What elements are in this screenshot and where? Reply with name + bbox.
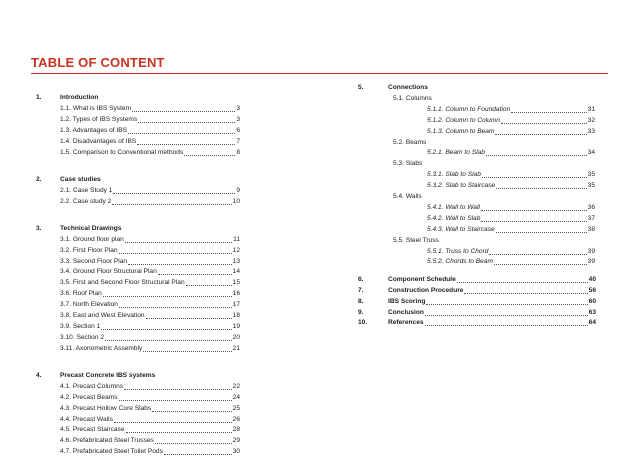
toc-entry-page: 7 — [236, 137, 240, 145]
toc-entry-label: 2.2. Case study 2 — [60, 197, 112, 205]
toc-entry[interactable] — [427, 147, 595, 158]
toc-section-entry[interactable] — [358, 317, 596, 328]
toc-subgroup-text: 5.3. Slabs — [393, 160, 423, 168]
toc-entry[interactable] — [60, 321, 240, 332]
toc-entry[interactable] — [60, 446, 240, 457]
toc-entry-page: 24 — [232, 393, 240, 401]
dot-leader — [158, 274, 232, 275]
toc-entry-label: 4.1. Precast Columns — [60, 382, 124, 390]
toc-subgroup-label[interactable] — [393, 191, 422, 202]
toc-entry-label: 4.6. Prefabricated Steel Trusses — [60, 437, 154, 445]
section-title: Connections — [388, 84, 428, 91]
dot-leader — [128, 133, 235, 134]
section-number: 6. — [358, 275, 364, 283]
toc-entry-label: 3.2. First Floor Plan — [60, 246, 118, 254]
dot-leader — [155, 443, 232, 444]
toc-entry-page: 40 — [588, 275, 596, 283]
toc-entry-page: 14 — [232, 268, 240, 276]
toc-entry[interactable] — [388, 274, 596, 285]
toc-entry[interactable] — [60, 381, 240, 392]
toc-entry-page: 34 — [587, 149, 595, 157]
toc-entry-page: 13 — [232, 257, 240, 265]
dot-leader — [113, 193, 235, 194]
section-number: 1. — [36, 94, 42, 101]
toc-entry-label: Construction Procedure — [388, 286, 464, 294]
toc-entry-page: 26 — [232, 415, 240, 423]
toc-entry-label: 1.3. Advantages of IBS — [60, 126, 128, 134]
dot-leader — [186, 285, 232, 286]
section-number: 4. — [36, 371, 42, 379]
toc-section-heading[interactable] — [36, 174, 246, 185]
toc-entry[interactable] — [60, 424, 240, 435]
page-title: TABLE OF CONTENT — [31, 55, 165, 70]
toc-entry-page: 8 — [236, 148, 240, 156]
dot-leader — [496, 188, 586, 189]
dot-leader — [143, 351, 231, 352]
toc-entry-label: 3.8. East and West Elevation — [60, 312, 145, 319]
toc-entry-label: 5.3.1. Slab to Slab — [427, 171, 481, 179]
toc-entry-label: 3.1. Ground floor plan — [60, 235, 124, 243]
toc-entry-label: Component Schedule — [388, 275, 456, 283]
toc-entry[interactable] — [60, 266, 240, 277]
section-number: 3. — [36, 224, 42, 232]
toc-entry[interactable] — [427, 169, 595, 180]
toc-entry-page: 29 — [232, 437, 240, 445]
toc-entry-label: 1.5. Comparison to Conventional methods — [60, 148, 184, 156]
toc-entry-label: Conclusion — [388, 308, 424, 316]
toc-entry-page: 10 — [232, 197, 240, 205]
toc-section-entry[interactable] — [358, 307, 596, 318]
toc-entry-page: 6 — [236, 126, 240, 134]
toc-subgroup-label[interactable] — [393, 158, 422, 169]
section-number: 2. — [36, 175, 42, 183]
toc-entry-page: 16 — [232, 290, 240, 298]
toc-entry-page: 3 — [236, 104, 240, 112]
toc-entry[interactable] — [60, 185, 240, 196]
dot-leader — [114, 422, 232, 423]
toc-entry[interactable] — [60, 343, 240, 354]
toc-entry-label: 1.2. Types of IBS Systems — [60, 115, 138, 123]
section-number: 8. — [358, 297, 364, 305]
toc-entry-label: 5.4.2. Wall to Slab — [427, 214, 481, 222]
section-number: 7. — [358, 286, 364, 294]
toc-entry-label: 4.4. Precast Walls — [60, 415, 113, 423]
dot-leader — [494, 264, 587, 265]
toc-entry-page: 12 — [232, 246, 240, 254]
dot-leader — [124, 389, 232, 390]
toc-entry[interactable] — [60, 277, 240, 288]
toc-entry-page: 28 — [232, 426, 240, 434]
toc-entry[interactable] — [60, 245, 240, 256]
dot-leader — [119, 400, 232, 401]
dot-leader — [496, 232, 587, 233]
toc-entry[interactable] — [388, 285, 596, 296]
toc-entry-page: 22 — [232, 382, 240, 390]
toc-entry-label: 3.4. Ground Floor Structural Plan — [60, 268, 157, 276]
toc-entry-page: 17 — [232, 301, 240, 309]
dot-leader — [126, 432, 232, 433]
toc-entry-label: 3.9. Section 1 — [60, 322, 101, 330]
toc-entry-label: 3.3. Second Floor Plan — [60, 257, 128, 265]
toc-entry-page: 60 — [588, 297, 596, 305]
toc-entry[interactable] — [427, 224, 595, 235]
dot-leader — [132, 111, 235, 112]
dot-leader — [137, 144, 235, 145]
dot-leader — [138, 122, 235, 123]
toc-section-entry[interactable] — [358, 296, 596, 307]
toc-entry[interactable] — [60, 332, 240, 343]
toc-entry-page: 32 — [587, 116, 595, 124]
dot-leader — [164, 454, 232, 455]
dot-leader — [101, 329, 231, 330]
title-divider — [31, 73, 608, 74]
dot-leader — [425, 325, 588, 326]
toc-entry[interactable] — [60, 103, 240, 114]
toc-entry-page: 35 — [587, 182, 595, 190]
toc-entry-label: 3.7. North Elevation — [60, 301, 118, 309]
toc-entry-page: 9 — [236, 186, 240, 194]
toc-entry[interactable] — [60, 136, 240, 147]
toc-section-entry[interactable] — [358, 274, 596, 285]
dot-leader — [119, 253, 232, 254]
section-number: 5. — [358, 84, 364, 91]
toc-subgroup-text: 5.1. Columns — [393, 94, 432, 102]
toc-entry-page: 30 — [232, 448, 240, 456]
toc-entry[interactable] — [427, 256, 595, 267]
toc-entry[interactable] — [427, 246, 595, 257]
toc-entry[interactable] — [60, 392, 240, 403]
toc-entry-page: 64 — [588, 319, 596, 327]
section-title: Introduction — [60, 94, 99, 101]
toc-entry[interactable] — [60, 147, 240, 158]
toc-entry-page: 63 — [588, 308, 596, 316]
toc-subgroup-text: 5.5. Steel Truss — [393, 236, 439, 244]
toc-subgroup-text: 5.4. Walls — [393, 193, 422, 200]
toc-entry-label: 4.3. Precast Hollow Core Slabs — [60, 404, 152, 412]
toc-entry-page: 20 — [232, 333, 240, 341]
toc-entry-label: 5.5.1. Truss to Chord — [427, 247, 489, 255]
toc-section-heading[interactable] — [36, 223, 246, 234]
section-title: Technical Drawings — [60, 224, 122, 232]
toc-entry[interactable] — [427, 180, 595, 191]
toc-entry[interactable] — [388, 317, 596, 328]
toc-entry-label: 4.2. Precast Beams — [60, 393, 118, 401]
toc-entry[interactable] — [388, 307, 596, 318]
toc-entry[interactable] — [60, 435, 240, 446]
toc-entry-page: 21 — [232, 344, 240, 352]
section-number: 9. — [358, 308, 364, 316]
toc-entry-page: 33 — [587, 127, 595, 135]
toc-entry[interactable] — [427, 202, 595, 213]
toc-entry-page: 11 — [233, 235, 240, 243]
toc-entry-label: References — [388, 319, 424, 327]
dot-leader — [501, 123, 587, 124]
toc-entry-label: 5.2.1. Beam to Slab — [427, 149, 485, 157]
toc-entry-label: 1.1. What is IBS System — [60, 104, 132, 112]
toc-entry-label: 3.5. First and Second Floor Structural Plan — [60, 279, 185, 287]
toc-entry-label: 5.1.3. Column to Beam — [427, 127, 495, 135]
toc-entry-page: 39 — [587, 258, 595, 266]
toc-entry-page: 36 — [587, 203, 595, 211]
dot-leader — [457, 282, 588, 283]
dot-leader — [152, 411, 231, 412]
section-number: 10. — [358, 319, 368, 327]
toc-entry[interactable] — [60, 114, 240, 125]
toc-entry-label: 5.1.2. Column to Column — [427, 116, 500, 124]
toc-entry-page: 39 — [587, 247, 595, 255]
dot-leader — [146, 318, 232, 319]
dot-leader — [486, 155, 587, 156]
toc-entry-page: 56 — [588, 286, 596, 294]
toc-subgroup-label[interactable] — [393, 93, 432, 104]
dot-leader — [489, 254, 586, 255]
toc-entry-page: 25 — [232, 404, 240, 412]
section-title: Precast Concrete IBS systems — [60, 371, 156, 379]
toc-entry-label: 1.4. Disadvantages of IBS — [60, 137, 137, 145]
dot-leader — [482, 177, 587, 178]
toc-subgroup-text: 5.2. Beams — [393, 138, 427, 146]
toc-entry[interactable] — [60, 299, 240, 310]
toc-entry-label: 4.5. Precast Staircase — [60, 426, 125, 434]
toc-entry-page: 37 — [587, 214, 595, 222]
toc-entry-page: 38 — [587, 225, 595, 233]
toc-entry-page: 35 — [587, 171, 595, 179]
toc-entry[interactable] — [60, 310, 240, 321]
toc-entry-page: 18 — [232, 312, 240, 319]
dot-leader — [426, 304, 587, 305]
toc-entry-label: 4.7. Prefabricated Steel Toilet Pods — [60, 448, 163, 456]
dot-leader — [103, 296, 232, 297]
dot-leader — [125, 242, 232, 243]
toc-entry[interactable] — [60, 256, 240, 267]
dot-leader — [425, 315, 588, 316]
toc-entry[interactable] — [60, 414, 240, 425]
toc-entry[interactable] — [60, 403, 240, 414]
toc-section-heading[interactable] — [358, 82, 598, 93]
dot-leader — [128, 264, 232, 265]
dot-leader — [112, 204, 231, 205]
toc-entry[interactable] — [427, 213, 595, 224]
toc-entry-label: 5.5.2. Chords to Beam — [427, 258, 493, 266]
dot-leader — [481, 210, 587, 211]
toc-entry-page: 19 — [232, 322, 240, 330]
section-title: Case studies — [60, 175, 101, 183]
toc-entry[interactable] — [427, 126, 595, 137]
dot-leader — [511, 112, 586, 113]
toc-entry-label: 5.4.3. Wall to Staircase — [427, 225, 495, 233]
toc-entry[interactable] — [60, 196, 240, 207]
toc-entry-label: 5.4.1. Wall to Wall — [427, 203, 480, 211]
toc-entry[interactable] — [427, 115, 595, 126]
toc-subgroup-label[interactable] — [393, 137, 426, 148]
toc-entry[interactable] — [388, 296, 596, 307]
toc-entry-page: 3 — [236, 115, 240, 123]
toc-subgroup-label[interactable] — [393, 235, 439, 246]
toc-entry-label: 5.3.2. Slab to Staircase — [427, 182, 496, 190]
toc-section-heading[interactable] — [36, 370, 246, 381]
toc-entry[interactable] — [60, 125, 240, 136]
toc-entry-label: 2.1. Case Study 1 — [60, 186, 113, 194]
toc-entry-label: 5.1.1. Column to Foundation — [427, 105, 511, 113]
toc-entry[interactable] — [60, 288, 240, 299]
toc-entry-label: 3.11. Axonometric Assembly — [60, 344, 143, 352]
toc-entry-page: 15 — [232, 279, 240, 287]
toc-entry-label: IBS Scoring — [388, 297, 426, 305]
dot-leader — [495, 134, 586, 135]
dot-leader — [464, 293, 587, 294]
toc-entry-label: 3.10. Section 2 — [60, 333, 104, 341]
toc-section-entry[interactable] — [358, 285, 596, 296]
toc-entry-label: 3.6. Roof Plan — [60, 290, 102, 298]
toc-entry[interactable] — [60, 234, 240, 245]
toc-entry-page: 31 — [587, 105, 595, 113]
dot-leader — [184, 155, 235, 156]
toc-section-heading[interactable] — [36, 92, 246, 103]
dot-leader — [119, 307, 232, 308]
dot-leader — [481, 221, 586, 222]
dot-leader — [105, 340, 232, 341]
toc-entry[interactable] — [427, 104, 595, 115]
